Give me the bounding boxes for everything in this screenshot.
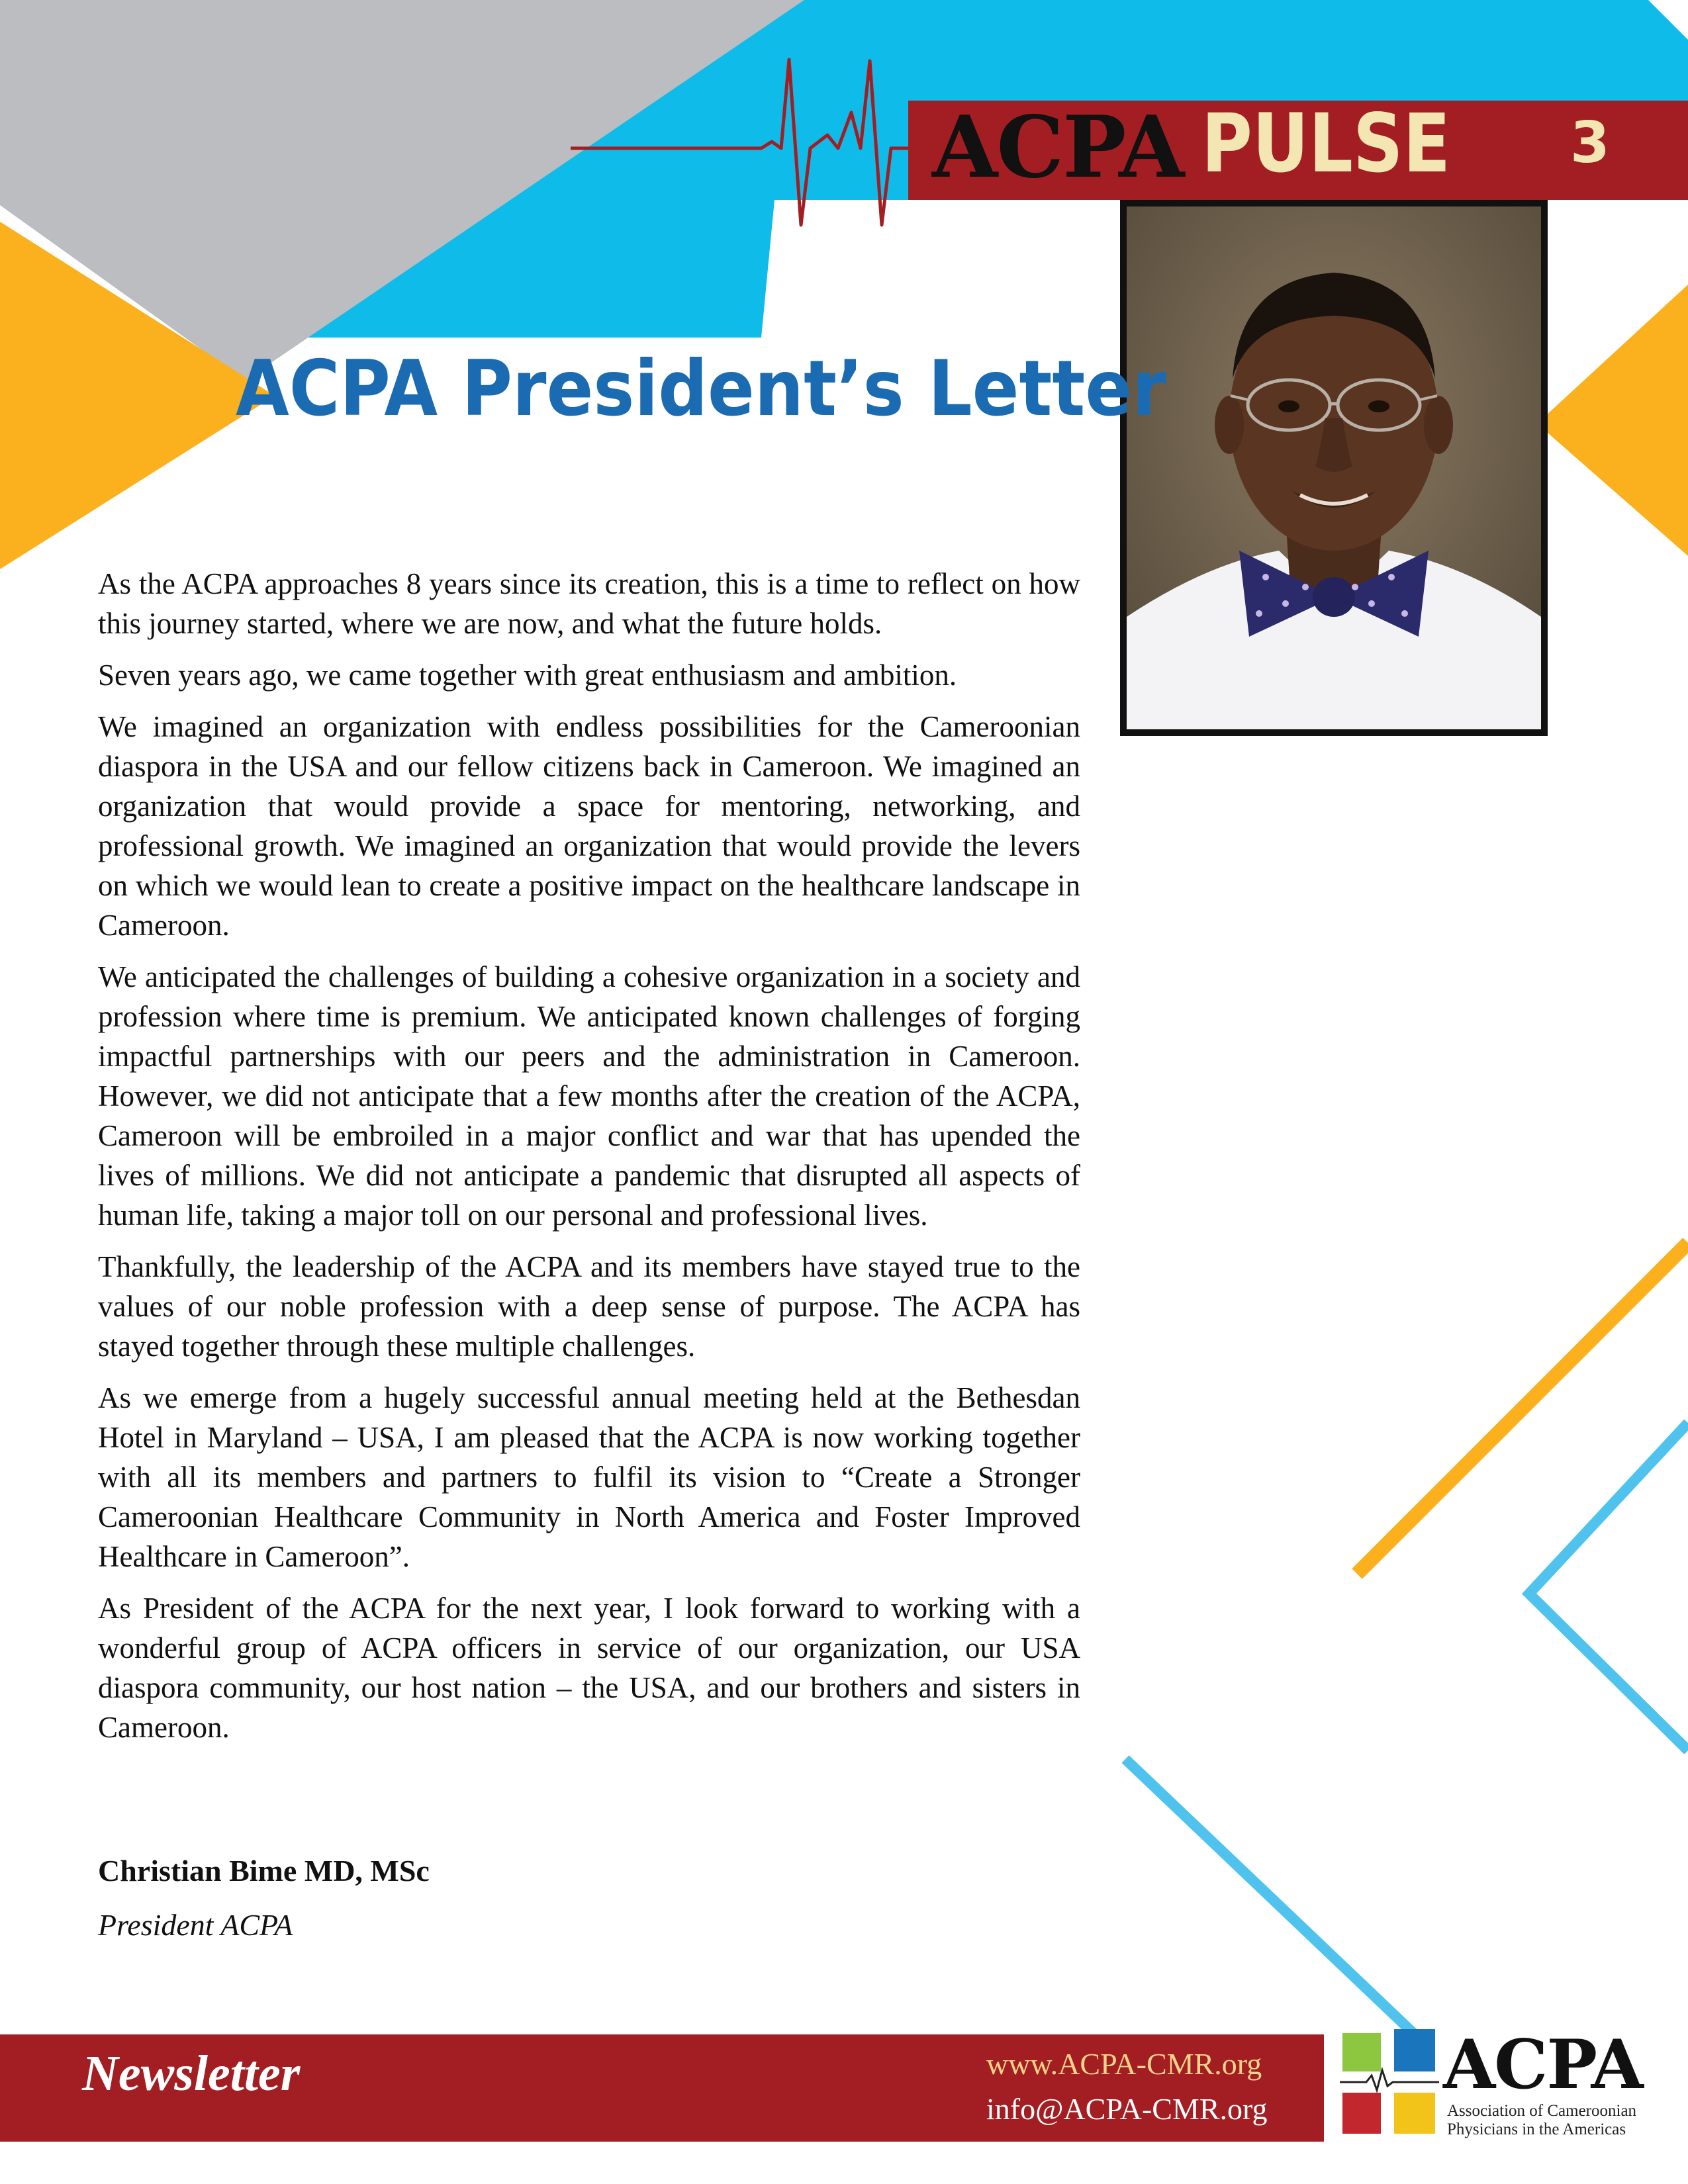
paragraph-1: As the ACPA approaches 8 years since its creation, this is a time to reflect on how this journey started, where we are now, and what the future holds. — [98, 567, 1080, 640]
paragraph-4: We anticipated the challenges of building a cohesive organization in a society and profession where time is premium. We anticipated known challenges of forging impactful partnerships with our peers and the administration in Cameroon. However, we did not anticipate that a few months after the creation of the ACPA, Cameroon will be embroiled in a major conflict and war that has upended the lives of millions. We did not anticipate a pandemic that disrupted all aspects of human life, taking a major toll on our personal and professional lives. — [98, 960, 1080, 1232]
letter-body — [98, 564, 1080, 1759]
page-number: 3 — [1570, 110, 1610, 176]
yellow-triangle-right — [1537, 285, 1688, 556]
yellow-diagonal-line — [1357, 1243, 1688, 1574]
blue-chevron-line — [1529, 1423, 1688, 1751]
logo-square-green — [1342, 2033, 1381, 2071]
logo-square-blue — [1394, 2029, 1435, 2071]
paragraph-6: As we emerge from a hugely successful annual meeting held at the Bethesdan Hotel in Maryland – USA, I am pleased that the ACPA is now working together with all its members and partners to fulfil its vision to “Create a Stronger Cameroonian Healthcare Community in North America and Foster Improved Healthcare in Cameroon”. — [98, 1381, 1080, 1573]
footer-newsletter-label: Newsletter — [82, 2046, 301, 2101]
logo-square-red — [1342, 2093, 1381, 2134]
paragraph-3: We imagined an organization with endless possibilities for the Cameroonian diaspora in the USA and our fellow citizens back in Cameroon. We imagined an organization that would provide a space for mentoring, networking, and professional growth. We imagined an organization that would provide the levers on which we would lean to create a positive impact on the healthcare landscape in Cameroon. — [98, 710, 1080, 942]
paragraph-2: Seven years ago, we came together with great enthusiasm and ambition. — [98, 659, 957, 692]
footer-website-link[interactable]: www.ACPA-CMR.org — [986, 2047, 1262, 2081]
article-title: ACPA President’s Letter — [236, 344, 1166, 433]
logo-subtitle-line1: Association of Cameroonian — [1447, 2102, 1637, 2120]
logo-name: ACPA — [1443, 2025, 1642, 2105]
footer-email-link[interactable]: info@ACPA-CMR.org — [986, 2092, 1268, 2126]
logo-square-yellow — [1394, 2093, 1435, 2134]
paragraph-7: As President of the ACPA for the next year, I look forward to working with a wonderful group of ACPA officers in service of our organization, our USA diaspora community, our host nation – the USA, and our brothers and sisters in Cameroon. — [98, 1592, 1080, 1744]
logo-subtitle-line2: Physicians in the Americas — [1447, 2120, 1626, 2138]
paragraph-5: Thankfully, the leadership of the ACPA and its members have stayed true to the values of our noble profession with a deep sense of purpose. The ACPA has stayed together through these multiple challenges. — [98, 1250, 1080, 1363]
signature-name: Christian Bime MD, MSc — [98, 1854, 430, 1888]
signature-role: President ACPA — [98, 1908, 293, 1942]
masthead-acpa: ACPA — [932, 98, 1184, 197]
masthead-pulse: PULSE — [1201, 97, 1451, 191]
logo-heartbeat-icon — [1340, 2070, 1439, 2090]
president-portrait — [1120, 200, 1548, 736]
blue-diagonal-line — [1125, 1759, 1413, 2033]
